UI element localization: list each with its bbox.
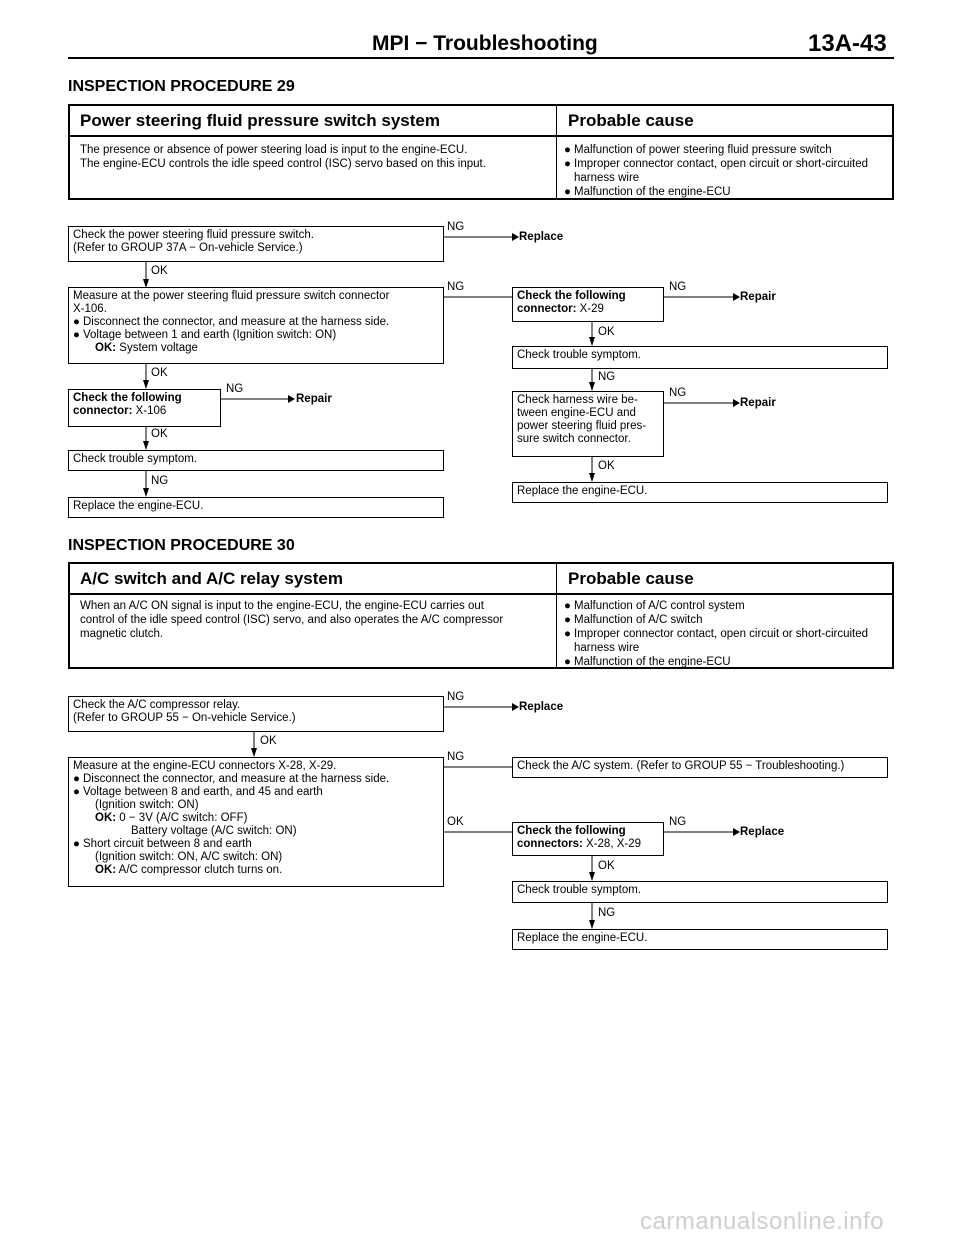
procedure-29-title: INSPECTION PROCEDURE 29: [68, 78, 295, 95]
step-check-connector-x106: Check the following connector: X-106: [68, 389, 221, 427]
ok-label: OK: [260, 735, 277, 747]
procedure-30-title: INSPECTION PROCEDURE 30: [68, 537, 295, 554]
step-replace-engine-ecu: Replace the engine-ECU.: [512, 929, 888, 950]
step-check-compressor-relay: Check the A/C compressor relay. (Refer to GROUP 55 − On-vehicle Service.): [68, 696, 444, 732]
ng-label: NG: [447, 751, 465, 763]
list-item: ● Disconnect the connector, and measure at the harness side.: [73, 773, 390, 785]
action-replace: Replace: [740, 826, 785, 838]
step-measure-connector-x106: Measure at the power steering fluid pressure switch connector X-106. ● Disconnect the connector, and measure at the harness side. ● Voltage between 1 and earth (Ignition switch: ON) OK: System voltage: [68, 287, 444, 364]
action-repair: Repair: [740, 291, 776, 303]
table-header-system: Power steering fluid pressure switch system: [80, 111, 440, 130]
step-check-trouble-symptom: Check trouble symptom.: [68, 450, 444, 471]
action-replace: Replace: [519, 231, 564, 243]
list-item: ● Malfunction of the engine-ECU: [564, 186, 731, 198]
step-check-ac-system: Check the A/C system. (Refer to GROUP 55 − Troubleshooting.): [512, 757, 888, 778]
ok-label: OK: [598, 460, 615, 472]
ok-label: OK: [447, 816, 464, 828]
watermark: carmanualsonline.info: [640, 1208, 884, 1235]
step-check-pressure-switch: Check the power steering fluid pressure switch. (Refer to GROUP 37A − On-vehicle Service.): [68, 226, 444, 262]
ng-label: NG: [669, 387, 687, 399]
ok-label: OK: [598, 326, 615, 338]
step-replace-engine-ecu: Replace the engine-ECU.: [68, 497, 444, 518]
list-item: ● Voltage between 8 and earth, and 45 and earth: [73, 786, 323, 798]
ng-label: NG: [447, 691, 465, 703]
step-measure-ecu-connectors: Measure at the engine-ECU connectors X-28, X-29. ● Disconnect the connector, and measure at the harness side. ● Voltage between 8 and earth, and 45 and earth (Ignition switch: ON) OK: 0 − 3V (A/C switch: OFF) Battery voltage (A/C switch: ON) ● Short circuit between 8 and earth (Ignition switch: ON, A/C switch: ON) OK: A/C compressor clutch turns on.: [68, 757, 444, 887]
action-replace: Replace: [519, 701, 564, 713]
step-check-trouble-symptom: Check trouble symptom.: [512, 346, 888, 369]
step-check-connector-x29: Check the following connector: X-29: [512, 287, 664, 322]
list-item: ● Malfunction of A/C switch: [564, 614, 703, 626]
ng-label: NG: [669, 281, 687, 293]
list-item: ● Malfunction of A/C control system: [564, 600, 745, 612]
list-item: ● Malfunction of power steering fluid pressure switch: [564, 144, 832, 156]
list-item: ● Improper connector contact, open circuit or short-circuited harness wire: [564, 628, 869, 654]
step-check-harness-wire: Check harness wire be- tween engine-ECU and power steering fluid pres- sure switch connector.: [512, 391, 664, 457]
action-repair: Repair: [740, 397, 776, 409]
ng-label: NG: [447, 281, 465, 293]
table-header-cause: Probable cause: [568, 569, 694, 588]
table-header-cause: Probable cause: [568, 111, 694, 130]
ok-label: OK: [151, 428, 168, 440]
list-item: ● Voltage between 1 and earth (Ignition switch: ON): [73, 329, 337, 341]
table-description: When an A/C ON signal is input to the engine-ECU, the engine-ECU carries out control of the idle speed control (ISC) servo, and also operates the A/C compressor magnetic clutch.: [80, 600, 504, 640]
ok-label: OK: [151, 265, 168, 277]
list-item: ● Malfunction of the engine-ECU: [564, 656, 731, 668]
ng-label: NG: [226, 383, 244, 395]
list-item: ● Disconnect the connector, and measure at the harness side.: [73, 316, 390, 328]
action-repair: Repair: [296, 393, 332, 405]
ng-label: NG: [669, 816, 687, 828]
step-check-trouble-symptom: Check trouble symptom.: [512, 881, 888, 903]
header-title: MPI − Troubleshooting: [372, 32, 598, 55]
ng-label: NG: [151, 475, 169, 487]
ng-label: NG: [447, 221, 465, 233]
step-replace-engine-ecu: Replace the engine-ECU.: [512, 482, 888, 503]
ok-label: OK: [598, 860, 615, 872]
ok-label: OK: [151, 367, 168, 379]
list-item: ● Improper connector contact, open circuit or short-circuited harness wire: [564, 158, 869, 184]
table-description: The presence or absence of power steering load is input to the engine-ECU. The engine-ECU controls the idle speed control (ISC) servo based on this input.: [80, 144, 486, 170]
step-check-connectors-x28-x29: Check the following connectors: X-28, X-29: [512, 822, 664, 856]
list-item: ● Short circuit between 8 and earth: [73, 838, 252, 850]
page-number: 13A-43: [808, 30, 887, 57]
table-header-system: A/C switch and A/C relay system: [80, 569, 343, 588]
ng-label: NG: [598, 907, 616, 919]
ng-label: NG: [598, 371, 616, 383]
